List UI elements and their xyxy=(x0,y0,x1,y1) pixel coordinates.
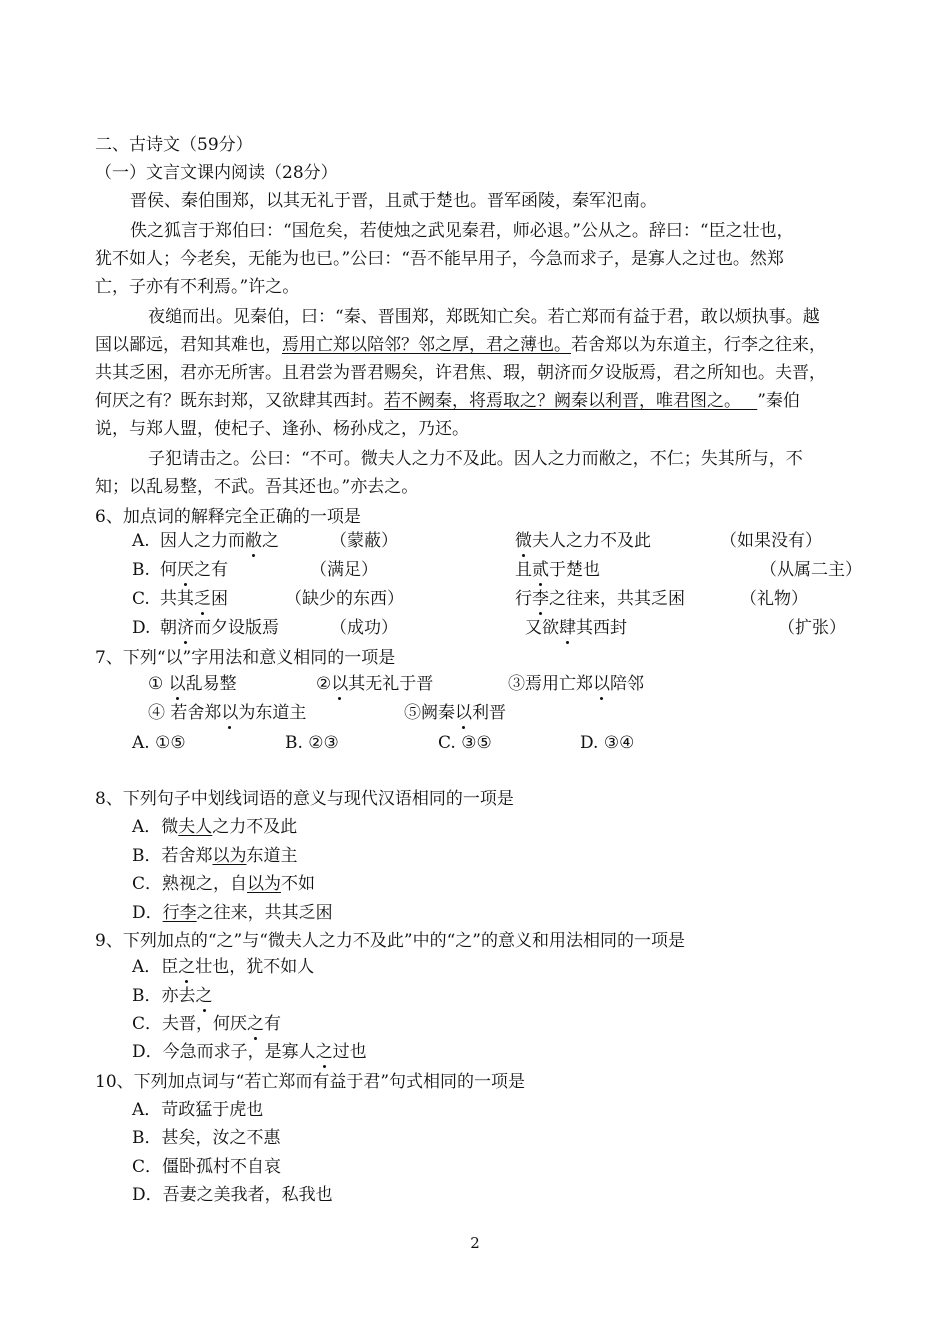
text: 臣 xyxy=(161,957,179,977)
q6-option-d-letter: D. xyxy=(132,618,151,638)
option-letter: C． xyxy=(132,1157,163,1177)
q6-option-d-right xyxy=(525,617,627,639)
text: 乱易整 xyxy=(185,674,237,694)
underlined-word: 行李 xyxy=(162,903,197,923)
dotted-word: 厌 xyxy=(177,560,194,580)
q6-stem: 6、加点词的解释完全正确的一项是 xyxy=(95,507,361,527)
passage-p3-line3: 共其乏困，君亦无所害。且君尝为晋君赐矣，许君焦、瑕，朝济而夕设版焉，君之所知也。夫晋， xyxy=(95,363,826,383)
dotted-word: 以 xyxy=(168,674,186,694)
text: 共其 xyxy=(160,589,194,609)
q6-option-a-right xyxy=(515,530,651,552)
option-letter: B． xyxy=(132,846,162,866)
text: 夫人之力不及此 xyxy=(532,531,651,551)
dotted-word: 乏 xyxy=(194,589,211,609)
q7-choice-c: C. ③⑤ xyxy=(438,733,492,753)
q8-option-d xyxy=(132,902,333,924)
text: 何 xyxy=(160,560,177,580)
passage-p1: 晋侯、秦伯围郑，以其无礼于晋，且贰于楚也。晋军函陵，秦军氾南。 xyxy=(130,191,657,211)
underlined-word: 以为 xyxy=(212,846,247,866)
text: 困 xyxy=(211,589,228,609)
section-subtitle: （一）文言文课内阅读（28分） xyxy=(95,163,338,183)
option-letter: C． xyxy=(132,874,163,894)
underlined-word: 夫人 xyxy=(178,817,213,837)
text: 若舍郑 xyxy=(170,703,222,723)
q8-stem: 8、下列句子中划线词语的意义与现代汉语相同的一项是 xyxy=(95,789,514,809)
text: 若舍郑 xyxy=(161,846,213,866)
q6-option-c-left-gloss: （缺少的东西） xyxy=(285,589,404,609)
q7-stem: 7、下列“以”字用法和意义相同的一项是 xyxy=(95,648,396,668)
dotted-word: 肆 xyxy=(559,618,576,638)
passage-text: ”秦伯 xyxy=(757,391,800,411)
q10-stem: 10、下列加点词与“若亡郑而有益于君”句式相同的一项是 xyxy=(95,1072,526,1092)
passage-p3-line1: 夜缒而出。见秦伯，曰：“秦、晋围郑，郑既知亡矣。若亡郑而有益于君，敢以烦执事。越 xyxy=(148,307,820,327)
q6-option-b-left xyxy=(160,559,228,581)
q6-option-b-letter: B. xyxy=(132,560,150,580)
q8-option-c xyxy=(132,873,315,895)
q6-option-a-letter: A. xyxy=(132,531,150,551)
q6-option-b-left-gloss: （满足） xyxy=(310,560,378,580)
q6-option-d-right-gloss: （扩张） xyxy=(778,618,846,638)
q7-item-3 xyxy=(508,673,644,695)
q8-option-a xyxy=(132,816,297,838)
text: 有 xyxy=(264,1014,282,1034)
item-number: ① xyxy=(148,674,164,694)
q7-item-5 xyxy=(404,702,506,724)
option-letter: A． xyxy=(132,957,162,977)
dotted-word: 之 xyxy=(195,986,213,1006)
q6-option-b-right-gloss: （从属二主） xyxy=(760,560,862,580)
item-number: ③ xyxy=(508,674,525,694)
text: 陪邻 xyxy=(610,674,644,694)
option-letter: B． xyxy=(132,1128,162,1148)
text: 之力不及此 xyxy=(212,817,298,837)
text: 且 xyxy=(515,560,532,580)
text: 不如 xyxy=(281,874,316,894)
passage-p3-line4 xyxy=(95,390,858,412)
option-letter: A． xyxy=(132,817,162,837)
q7-choice-a: A. ①⑤ xyxy=(132,733,186,753)
dotted-word: 微 xyxy=(515,531,532,551)
text: 焉用亡郑 xyxy=(525,674,593,694)
q9-option-d xyxy=(132,1041,367,1063)
q10-option-b xyxy=(132,1127,281,1149)
q10-option-a xyxy=(132,1099,263,1121)
q6-option-c-left xyxy=(160,588,228,610)
text: 之往来，共其乏困 xyxy=(196,903,333,923)
option-letter: D． xyxy=(132,1042,163,1062)
q7-choice-b: B. ②③ xyxy=(285,733,339,753)
q10-option-c xyxy=(132,1156,281,1178)
text: 于楚也 xyxy=(549,560,600,580)
q7-item-4 xyxy=(148,702,306,724)
page-number: 2 xyxy=(470,1234,480,1252)
q9-option-a xyxy=(132,956,314,978)
q10-option-d xyxy=(132,1184,333,1206)
dotted-word: 以 xyxy=(455,703,472,723)
dotted-word: 济 xyxy=(177,618,194,638)
q6-option-d-left xyxy=(160,617,279,639)
text: 之往来，共其乏困 xyxy=(549,589,685,609)
text: 今急而求子，是寡人 xyxy=(162,1042,316,1062)
text: 为东道主 xyxy=(238,703,307,723)
dotted-word: 之 xyxy=(315,1042,333,1062)
text: 之有 xyxy=(194,560,228,580)
option-letter: A． xyxy=(132,1100,162,1120)
text: 而夕设版焉 xyxy=(194,618,279,638)
q9-option-c xyxy=(132,1013,281,1035)
q7-choice-d: D. ③④ xyxy=(580,733,635,753)
q6-option-a-left-gloss: （蒙蔽） xyxy=(330,531,398,551)
dotted-word: 李 xyxy=(532,589,549,609)
option-letter: D． xyxy=(132,903,163,923)
underlined-sentence: 若不阙秦，将焉取之？阙秦以利晋，唯君图之。 xyxy=(384,391,741,411)
text: 因人之力而 xyxy=(160,531,245,551)
q7-item-1 xyxy=(148,673,237,695)
text: 吾妻之美我者，私我也 xyxy=(162,1185,333,1205)
q7-item-2 xyxy=(316,673,433,695)
q6-option-a-left xyxy=(160,530,279,552)
text: 苛政猛于虎也 xyxy=(161,1100,264,1120)
dotted-word: 以 xyxy=(221,703,239,723)
text: 甚矣，汝之不惠 xyxy=(161,1128,281,1148)
dotted-word: 以 xyxy=(593,674,610,694)
underline-gap xyxy=(741,391,757,411)
text: 之 xyxy=(262,531,279,551)
text: 又欲 xyxy=(525,618,559,638)
q6-option-d-left-gloss: （成功） xyxy=(330,618,398,638)
q6-option-c-right-gloss: （礼物） xyxy=(740,589,808,609)
q9-stem: 9、下列加点的“之”与“微夫人之力不及此”中的“之”的意义和用法相同的一项是 xyxy=(95,931,685,951)
passage-p3-line5: 说，与郑人盟，使杞子、逢孙、杨孙戍之，乃还。 xyxy=(95,419,469,439)
text: 行 xyxy=(515,589,532,609)
passage-text: 国以鄙远，君知其难也， xyxy=(95,335,282,355)
item-number: ② xyxy=(316,674,332,694)
q9-option-b xyxy=(132,985,213,1007)
underlined-sentence: 焉用亡郑以陪邻？邻之厚，君之薄也。 xyxy=(282,335,571,355)
q6-option-c-right xyxy=(515,588,685,610)
section-title: 二、古诗文（59分） xyxy=(95,135,253,155)
dotted-word: 敝 xyxy=(245,531,262,551)
text: 其西封 xyxy=(576,618,627,638)
underlined-word: 以为 xyxy=(247,874,282,894)
passage-p4-line2: 知；以乱易整，不武。吾其还也。”亦去之。 xyxy=(95,477,419,497)
option-letter: B． xyxy=(132,986,162,1006)
q8-option-b xyxy=(132,845,298,867)
dotted-word: 贰 xyxy=(532,560,549,580)
text: 僵卧孤村不自哀 xyxy=(162,1157,282,1177)
q6-option-c-letter: C. xyxy=(132,589,150,609)
text: 壮也，犹不如人 xyxy=(195,957,315,977)
q6-option-b-right xyxy=(515,559,600,581)
passage-p2-line1: 佚之狐言于郑伯曰：“国危矣，若使烛之武见秦君，师必退。”公从之。辞曰：“臣之壮也， xyxy=(130,221,794,241)
item-number: ④ xyxy=(148,703,165,723)
text: 利晋 xyxy=(472,703,506,723)
dotted-word: 之 xyxy=(178,957,196,977)
text: 熟视之，自 xyxy=(162,874,248,894)
passage-p2-line2: 犹不如人；今老矣，无能为也已。”公曰：“吾不能早用子，今急而求子，是寡人之过也。然郑 xyxy=(95,249,784,269)
text: 夫晋，何厌 xyxy=(162,1014,248,1034)
text: 东道主 xyxy=(246,846,298,866)
text: 其无礼于晋 xyxy=(348,674,434,694)
option-letter: C． xyxy=(132,1014,163,1034)
passage-p2-line3: 亡，子亦有不利焉。”许之。 xyxy=(95,277,300,297)
dotted-word: 之 xyxy=(247,1014,265,1034)
text: 亦去 xyxy=(161,986,196,1006)
passage-text: 何厌之有？既东封郑，又欲肆其西封。 xyxy=(95,391,384,411)
passage-text: 若舍郑以为东道主，行李之往来， xyxy=(571,335,826,355)
option-letter: D． xyxy=(132,1185,163,1205)
dotted-word: 以 xyxy=(331,674,349,694)
item-number: ⑤ xyxy=(404,703,421,723)
passage-p3-line2 xyxy=(95,334,858,356)
q6-option-a-right-gloss: （如果没有） xyxy=(720,531,822,551)
text: 朝 xyxy=(160,618,177,638)
text: 阙秦 xyxy=(421,703,455,723)
text: 微 xyxy=(161,817,179,837)
passage-p4-line1: 子犯请击之。公曰：“不可。微夫人之力不及此。因人之力而敝之，不仁；失其所与，不 xyxy=(148,449,803,469)
text: 过也 xyxy=(332,1042,367,1062)
